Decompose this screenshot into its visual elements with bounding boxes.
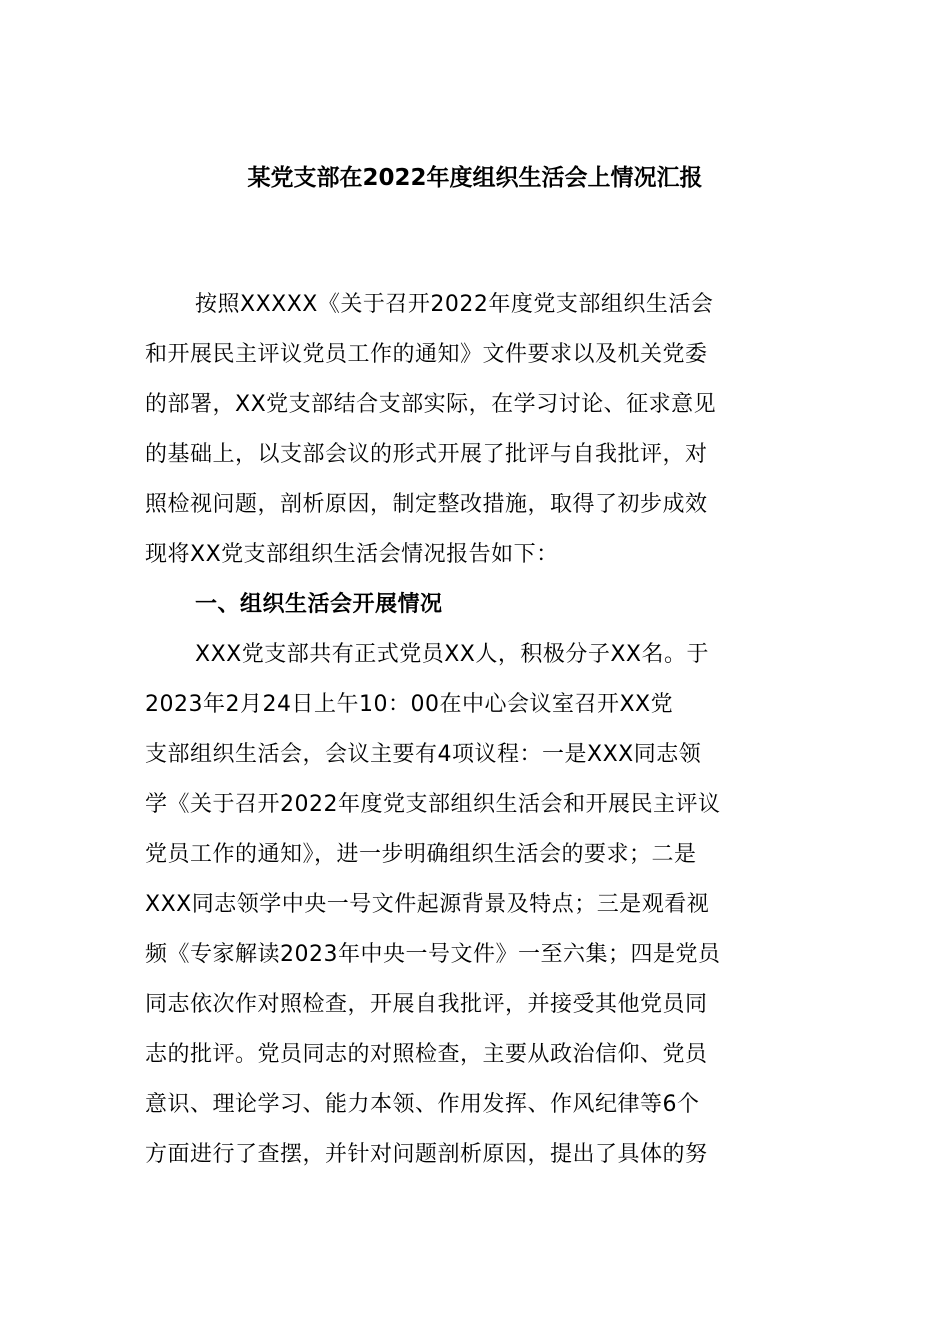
paragraph-line: 方面进行了查摆，并针对问题剖析原因，提出了具体的努 — [145, 1142, 708, 1167]
paragraph-line: XXX同志领学中央一号文件起源背景及特点；三是观看视 — [145, 892, 710, 917]
paragraph-line: 的基础上，以支部会议的形式开展了批评与自我批评，对 — [145, 442, 708, 467]
paragraph-line: 2023年2月24日上午10：00在中心会议室召开XX党 — [145, 692, 674, 717]
paragraph-line: 按照XXXXX《关于召开2022年度党支部组织生活会 — [195, 292, 714, 317]
paragraph-line: 志的批评。党员同志的对照检查，主要从政治信仰、党员 — [145, 1042, 708, 1067]
paragraph-line: 同志依次作对照检查，开展自我批评，并接受其他党员同 — [145, 992, 708, 1017]
section-heading: 一、组织生活会开展情况 — [195, 592, 443, 617]
paragraph-line: 照检视问题，剖析原因，制定整改措施，取得了初步成效 — [145, 492, 708, 517]
paragraph-line: 支部组织生活会，会议主要有4项议程：一是XXX同志领 — [145, 742, 702, 767]
paragraph-line: 频《专家解读2023年中央一号文件》一至六集；四是党员 — [145, 942, 721, 967]
paragraph-line: 党员工作的通知》，进一步明确组织生活会的要求；二是 — [145, 842, 697, 867]
paragraph-line: 和开展民主评议党员工作的通知》文件要求以及机关党委 — [145, 342, 708, 367]
paragraph-line: 的部署，XX党支部结合支部实际，在学习讨论、征求意见 — [145, 392, 717, 417]
paragraph-line: 学《关于召开2022年度党支部组织生活会和开展民主评议 — [145, 792, 721, 817]
document-body — [145, 280, 810, 1180]
paragraph-line: XXX党支部共有正式党员XX人，积极分子XX名。于 — [195, 642, 710, 667]
document-title: 某党支部在2022年度组织生活会上情况汇报 — [247, 165, 703, 191]
paragraph-line: 现将XX党支部组织生活会情况报告如下： — [145, 542, 559, 567]
paragraph-line: 意识、理论学习、能力本领、作用发挥、作风纪律等6个 — [145, 1092, 700, 1117]
